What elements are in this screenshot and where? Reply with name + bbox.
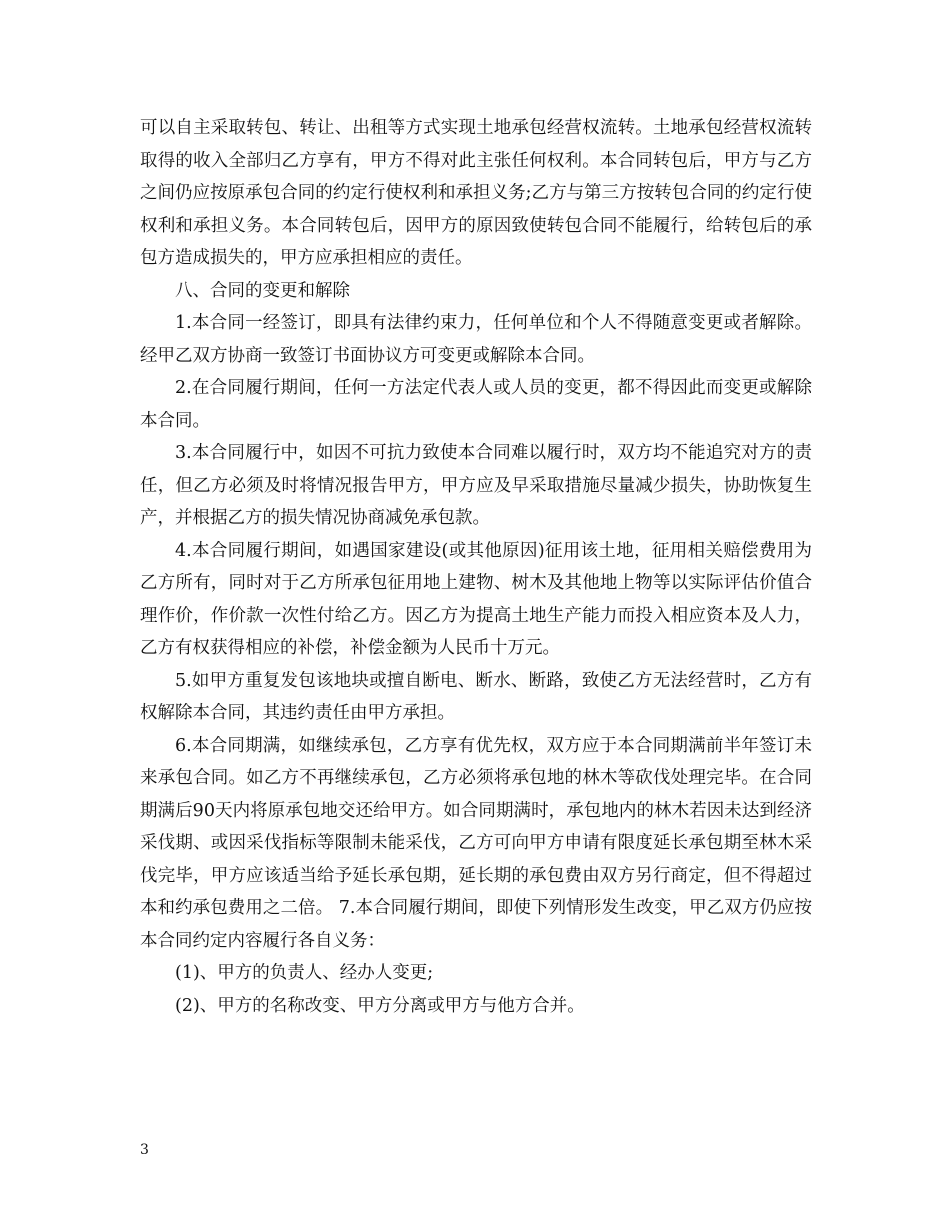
list-item-2: (2)、甲方的名称改变、甲方分离或甲方与他方合并。 [175, 995, 585, 1016]
paragraph-clause-3: 3.本合同履行中，如因不可抗力致使本合同难以履行时，双方均不能追究对方的责任，但乙方必须及时将情况报告甲方，甲方应及早采取措施尽量减少损失，协助恢复生产，并根据乙方的损失情况协商减免承包款。 [140, 443, 812, 528]
paragraph-clause-4: 4.本合同履行期间，如遇国家建设(或其他原因)征用该土地，征用相关赔偿费用为乙方所有，同时对于乙方所承包征用地上建物、树木及其他地上物等以实际评估价值合理作价，作价款一次性付给乙方。因乙方为提高土地生产能力而投入相应资本及人力，乙方有权获得相应的补偿，补偿金额为人民币十万元。 [140, 540, 812, 658]
paragraph-transfer-rights: 可以自主采取转包、转让、出租等方式实现土地承包经营权流转。土地承包经营权流转取得的收入全部归乙方享有，甲方不得对此主张任何权利。本合同转包后，甲方与乙方之间仍应按原承包合同的约定行使权利和承担义务;乙方与第三方按转包合同的约定行使权利和承担义务。本合同转包后，因甲方的原因致使转包合同不能履行，给转包后的承包方造成损失的，甲方应承担相应的责任。 [140, 118, 812, 268]
section-heading-contract-change: 八、合同的变更和解除 [175, 280, 350, 301]
paragraph-clause-2: 2.在合同履行期间，任何一方法定代表人或人员的变更，都不得因此而变更或解除本合同。 [140, 378, 812, 431]
paragraph-clause-5: 5.如甲方重复发包该地块或擅自断电、断水、断路，致使乙方无法经营时，乙方有权解除本合同，其违约责任由甲方承担。 [140, 670, 812, 723]
paragraph-clause-6-7: 6.本合同期满，如继续承包，乙方享有优先权，双方应于本合同期满前半年签订未来承包合同。如乙方不再继续承包，乙方必须将承包地的林木等砍伐处理完毕。在合同期满后90天内将原承包地交还给甲方。如合同期满时，承包地内的林木若因未达到经济采伐期、或因采伐指标等限制未能采伐，乙方可向甲方申请有限度延长承包期至林木采伐完毕，甲方应该适当给予延长承包期，延长期的承包费由双方另行商定，但不得超过本和约承包费用之二倍。 7.本合同履行期间，即使下列情形发生改变，甲乙双方仍应按本合同约定内容履行各自义务： [140, 735, 812, 951]
paragraph-clause-1: 1.本合同一经签订，即具有法律约束力，任何单位和个人不得随意变更或者解除。经甲乙双方协商一致签订书面协议方可变更或解除本合同。 [140, 313, 812, 366]
list-item-1: (1)、甲方的负责人、经办人变更; [175, 963, 434, 983]
page-number: 3 [140, 1142, 149, 1158]
document-body [140, 112, 812, 1022]
